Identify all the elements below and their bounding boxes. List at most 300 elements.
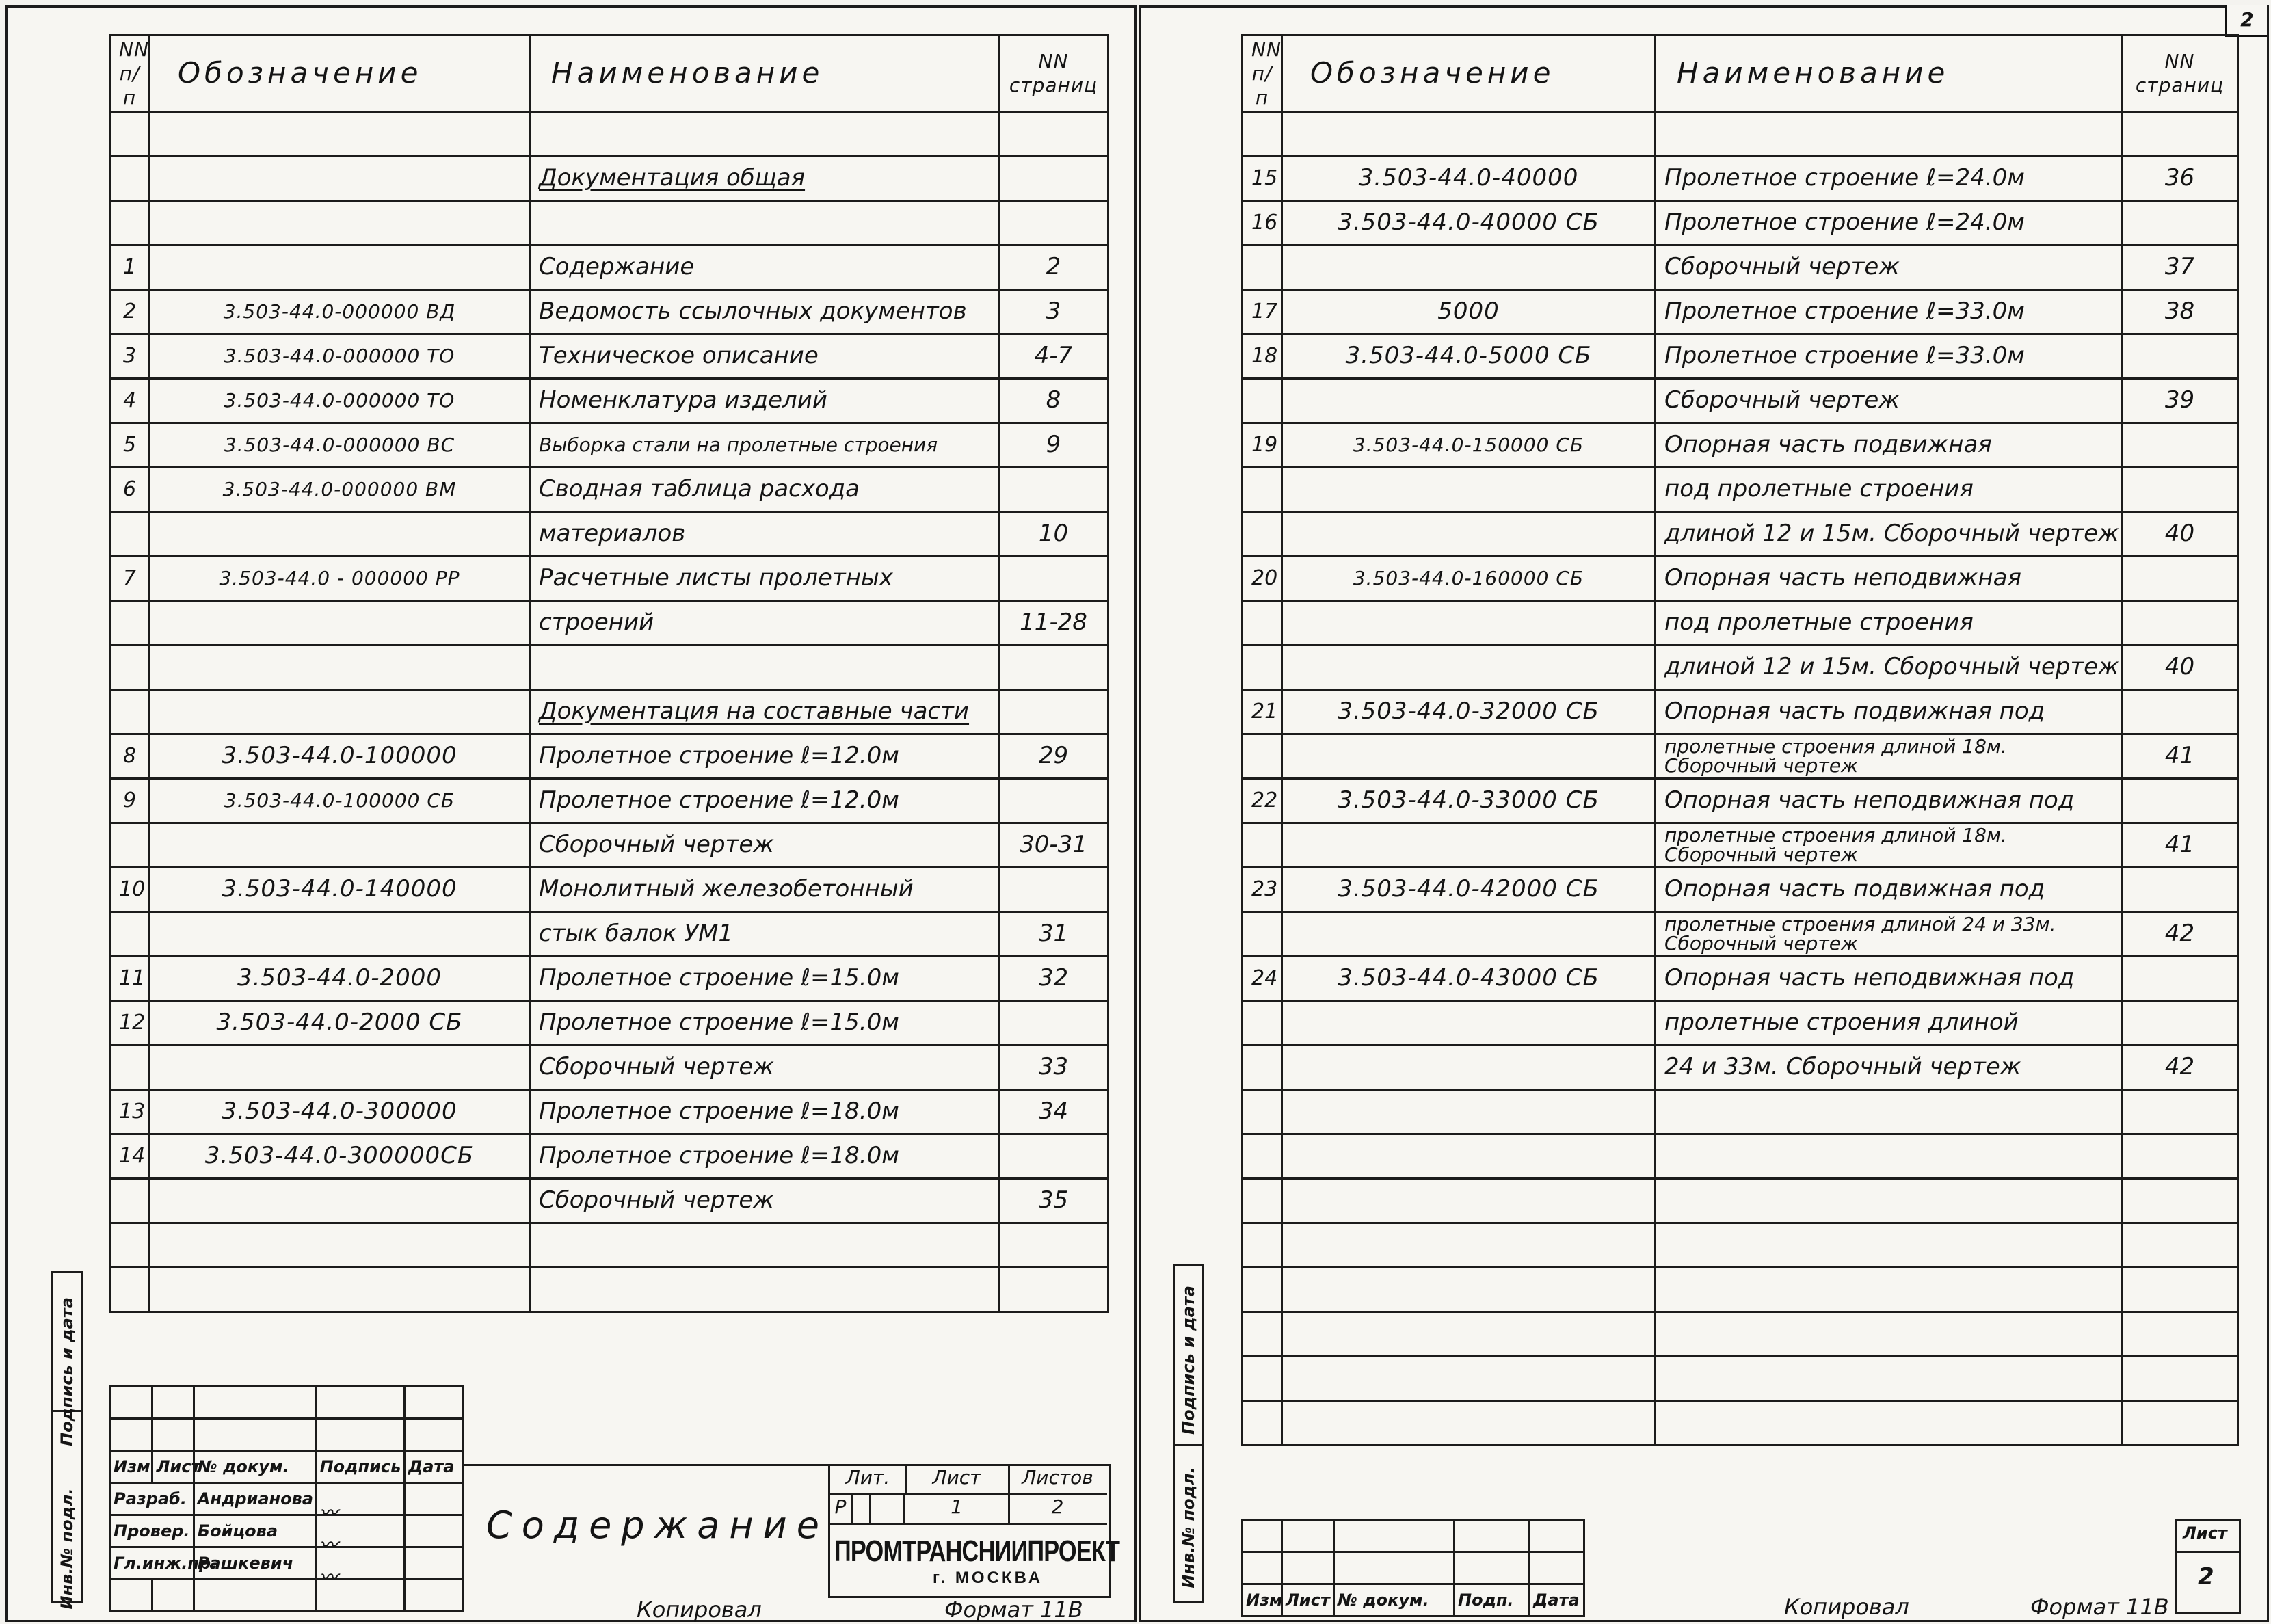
row-designation xyxy=(1282,1134,1656,1179)
row-name: Номенклатура изделий xyxy=(530,379,999,423)
row-pages: 31 xyxy=(999,912,1108,957)
contents-table-right xyxy=(1241,34,2239,1446)
tb-person: Рашкевич xyxy=(194,1547,316,1580)
row-pages xyxy=(2122,779,2238,823)
row-pages: 39 xyxy=(2122,379,2238,423)
tb-role: Гл.инж.пр. xyxy=(110,1547,194,1580)
row-pages xyxy=(2122,1179,2238,1223)
sheet-left xyxy=(5,5,1137,1622)
row-number xyxy=(110,823,150,868)
row-designation xyxy=(1282,1179,1656,1223)
table-row xyxy=(110,1223,1108,1268)
row-number xyxy=(110,1223,150,1268)
stamp-box xyxy=(828,1464,1120,1598)
row-pages xyxy=(999,201,1108,245)
row-designation xyxy=(1282,734,1656,779)
row-designation xyxy=(150,201,530,245)
row-number xyxy=(110,1046,150,1090)
table-row xyxy=(1243,512,2238,557)
row-pages xyxy=(999,779,1108,823)
table-row xyxy=(1243,201,2238,245)
table-row xyxy=(1243,468,2238,512)
row-number: 12 xyxy=(110,1001,150,1046)
row-designation xyxy=(150,1223,530,1268)
title-block-signatures xyxy=(109,1385,464,1612)
table-row xyxy=(1243,1401,2238,1446)
row-name: Пролетное строение ℓ=15.0м xyxy=(530,957,999,1001)
row-name: Опорная часть подвижная под xyxy=(1656,868,2122,912)
row-number xyxy=(110,690,150,734)
row-number xyxy=(1243,468,1282,512)
row-designation xyxy=(1282,1401,1656,1446)
row-number xyxy=(1243,1090,1282,1134)
row-name: пролетные строения длиной xyxy=(1656,1001,2122,1046)
row-designation: 3.503-44.0-2000 xyxy=(150,957,530,1001)
row-designation xyxy=(1282,645,1656,690)
table-row xyxy=(110,157,1108,201)
table-row xyxy=(1243,823,2238,868)
row-name: Документация на составные части xyxy=(530,690,999,734)
row-number xyxy=(1243,1312,1282,1357)
stamp-lit-label: Лит. xyxy=(830,1466,907,1495)
table-body-left xyxy=(110,112,1108,1312)
row-number: 14 xyxy=(110,1134,150,1179)
row-designation: 3.503-44.0-100000 xyxy=(150,734,530,779)
header-designation: Обозначение xyxy=(150,35,530,112)
row-number xyxy=(110,912,150,957)
row-pages xyxy=(2122,423,2238,468)
row-number: 20 xyxy=(1243,557,1282,601)
row-number xyxy=(1243,1001,1282,1046)
table-row xyxy=(1243,423,2238,468)
row-name xyxy=(530,201,999,245)
header-num: NN п/п xyxy=(1243,35,1282,112)
row-designation xyxy=(1282,112,1656,157)
organization-name: ПРОМТРАНСНИИПРОЕКТ xyxy=(834,1534,1120,1568)
tb-person: Андрианова xyxy=(194,1483,316,1515)
signature-mark: 〰 xyxy=(319,1535,338,1556)
table-row xyxy=(1243,1268,2238,1312)
title-block-header-row xyxy=(1243,1584,1584,1616)
row-name: Опорная часть подвижная под xyxy=(1656,690,2122,734)
table-row xyxy=(110,868,1108,912)
row-name xyxy=(530,1223,999,1268)
row-designation: 3.503-44.0-300000 xyxy=(150,1090,530,1134)
row-number xyxy=(1243,379,1282,423)
row-pages xyxy=(999,868,1108,912)
table-row xyxy=(110,557,1108,601)
row-pages: 42 xyxy=(2122,912,2238,957)
tb-role: Разраб. xyxy=(110,1483,194,1515)
row-name: Пролетное строение ℓ=24.0м xyxy=(1656,157,2122,201)
row-designation: 3.503-44.0-000000 ТО xyxy=(150,334,530,379)
row-pages xyxy=(2122,334,2238,379)
row-pages xyxy=(999,557,1108,601)
row-pages xyxy=(999,112,1108,157)
row-number: 21 xyxy=(1243,690,1282,734)
title-block-right xyxy=(1241,1519,1585,1617)
row-designation: 3.503-44.0-33000 СБ xyxy=(1282,779,1656,823)
row-name: пролетные строения длиной 18м. Сборочный чертеж xyxy=(1656,734,2122,779)
table-row xyxy=(1243,690,2238,734)
row-pages: 8 xyxy=(999,379,1108,423)
header-num: NN п/п xyxy=(110,35,150,112)
tb-sign: Подпись xyxy=(316,1451,404,1483)
row-name: Опорная часть неподвижная xyxy=(1656,557,2122,601)
row-designation xyxy=(1282,601,1656,645)
table-row xyxy=(110,734,1108,779)
row-designation: 3.503-44.0-43000 СБ xyxy=(1282,957,1656,1001)
row-name xyxy=(530,1268,999,1312)
table-row xyxy=(1243,1090,2238,1134)
row-designation xyxy=(150,112,530,157)
table-row xyxy=(1243,1179,2238,1223)
row-designation xyxy=(150,1046,530,1090)
header-designation: Обозначение xyxy=(1282,35,1656,112)
row-designation: 3.503-44.0-000000 ВС xyxy=(150,423,530,468)
row-pages xyxy=(2122,1001,2238,1046)
row-designation xyxy=(1282,512,1656,557)
row-designation: 3.503-44.0-150000 СБ xyxy=(1282,423,1656,468)
sheet-label: Лист xyxy=(2183,1523,2227,1543)
header-name: Наименование xyxy=(530,35,999,112)
side-strip-right xyxy=(1173,1264,1204,1603)
header-pages: NN страниц xyxy=(999,35,1108,112)
row-name xyxy=(1656,1134,2122,1179)
row-number: 17 xyxy=(1243,290,1282,334)
document-title: Содержание xyxy=(486,1504,829,1547)
table-row xyxy=(1243,868,2238,912)
row-pages: 40 xyxy=(2122,512,2238,557)
row-designation xyxy=(1282,379,1656,423)
row-pages: 42 xyxy=(2122,1046,2238,1090)
row-number xyxy=(1243,1268,1282,1312)
row-number: 1 xyxy=(110,245,150,290)
row-number: 11 xyxy=(110,957,150,1001)
row-pages: 10 xyxy=(999,512,1108,557)
row-pages xyxy=(2122,690,2238,734)
row-pages: 30-31 xyxy=(999,823,1108,868)
tb-list: Лист xyxy=(152,1451,194,1483)
row-designation xyxy=(150,512,530,557)
table-row xyxy=(110,423,1108,468)
table-row xyxy=(1243,379,2238,423)
row-designation xyxy=(1282,1268,1656,1312)
table-row xyxy=(1243,779,2238,823)
row-pages xyxy=(2122,557,2238,601)
row-pages: 4-7 xyxy=(999,334,1108,379)
table-row xyxy=(110,601,1108,645)
row-number xyxy=(1243,512,1282,557)
row-designation xyxy=(1282,1090,1656,1134)
row-number: 3 xyxy=(110,334,150,379)
table-row xyxy=(110,334,1108,379)
row-name: под пролетные строения xyxy=(1656,601,2122,645)
row-designation: 3.503-44.0-000000 ВД xyxy=(150,290,530,334)
row-designation xyxy=(150,1179,530,1223)
table-body-right xyxy=(1243,112,2238,1446)
row-name: Опорная часть неподвижная под xyxy=(1656,957,2122,1001)
row-pages: 36 xyxy=(2122,157,2238,201)
row-pages: 34 xyxy=(999,1090,1108,1134)
row-number xyxy=(1243,245,1282,290)
row-pages xyxy=(2122,1134,2238,1179)
row-pages: 33 xyxy=(999,1046,1108,1090)
row-name: Техническое описание xyxy=(530,334,999,379)
table-row xyxy=(1243,912,2238,957)
row-designation: 3.503-44.0-42000 СБ xyxy=(1282,868,1656,912)
row-pages xyxy=(999,468,1108,512)
row-name: Сборочный чертеж xyxy=(530,1179,999,1223)
table-row xyxy=(1243,957,2238,1001)
table-row xyxy=(1243,557,2238,601)
row-number xyxy=(1243,912,1282,957)
table-row xyxy=(110,468,1108,512)
header-name: Наименование xyxy=(1656,35,2122,112)
row-name xyxy=(1656,1090,2122,1134)
row-pages: 35 xyxy=(999,1179,1108,1223)
row-number: 24 xyxy=(1243,957,1282,1001)
row-designation xyxy=(1282,912,1656,957)
row-pages xyxy=(999,1134,1108,1179)
table-row xyxy=(110,1268,1108,1312)
tb-doc: № докум. xyxy=(1334,1584,1455,1616)
row-name: Ведомость ссылочных документов xyxy=(530,290,999,334)
row-designation: 3.503-44.0-000000 ВМ xyxy=(150,468,530,512)
row-pages xyxy=(2122,1357,2238,1401)
row-number: 6 xyxy=(110,468,150,512)
stamp-lit-value: Р xyxy=(830,1495,853,1525)
row-number xyxy=(1243,1046,1282,1090)
row-number: 23 xyxy=(1243,868,1282,912)
row-name: материалов xyxy=(530,512,999,557)
row-name: Опорная часть подвижная xyxy=(1656,423,2122,468)
row-designation xyxy=(150,645,530,690)
stamp-sheets-label: Листов xyxy=(1008,1466,1107,1495)
table-row xyxy=(110,1001,1108,1046)
row-designation xyxy=(150,823,530,868)
table-header xyxy=(1243,35,2238,112)
row-pages xyxy=(999,1223,1108,1268)
row-pages xyxy=(999,157,1108,201)
row-designation xyxy=(1282,1312,1656,1357)
row-name: Монолитный железобетонный xyxy=(530,868,999,912)
row-designation xyxy=(1282,245,1656,290)
table-header xyxy=(110,35,1108,112)
tb-doc: № докум. xyxy=(194,1451,316,1483)
row-number: 10 xyxy=(110,868,150,912)
signature-mark: 〰 xyxy=(319,1567,338,1588)
side-inv-label: Инв.№ подл. xyxy=(57,1488,77,1610)
row-number xyxy=(1243,1134,1282,1179)
tb-izm: Изм xyxy=(110,1451,152,1483)
row-number xyxy=(1243,1357,1282,1401)
row-designation xyxy=(1282,1223,1656,1268)
row-name: Выборка стали на пролетные строения xyxy=(530,423,999,468)
table-row xyxy=(1243,245,2238,290)
row-pages: 37 xyxy=(2122,245,2238,290)
row-designation: 3.503-44.0-5000 СБ xyxy=(1282,334,1656,379)
row-number: 13 xyxy=(110,1090,150,1134)
table-row xyxy=(1243,1046,2238,1090)
row-number xyxy=(1243,1223,1282,1268)
row-pages xyxy=(2122,112,2238,157)
tb-date: Дата xyxy=(404,1451,463,1483)
row-designation: 3.503-44.0-300000СБ xyxy=(150,1134,530,1179)
row-pages: 3 xyxy=(999,290,1108,334)
table-row xyxy=(110,1090,1108,1134)
row-name: пролетные строения длиной 18м. Сборочный чертеж xyxy=(1656,823,2122,868)
row-name: 24 и 33м. Сборочный чертеж xyxy=(1656,1046,2122,1090)
sheet-number-box xyxy=(2175,1519,2241,1614)
row-pages xyxy=(2122,468,2238,512)
stamp-sheets-value: 2 xyxy=(1008,1495,1107,1525)
tb-row-chief xyxy=(110,1547,464,1580)
table-row xyxy=(110,512,1108,557)
row-designation xyxy=(1282,1046,1656,1090)
side-inv-label: Инв.№ подл. xyxy=(1179,1467,1198,1588)
row-name xyxy=(1656,112,2122,157)
row-name: Содержание xyxy=(530,245,999,290)
table-row xyxy=(1243,734,2238,779)
row-number xyxy=(1243,645,1282,690)
row-number: 8 xyxy=(110,734,150,779)
stamp-sheet-value: 1 xyxy=(905,1495,1010,1525)
row-number xyxy=(110,1179,150,1223)
row-pages: 29 xyxy=(999,734,1108,779)
row-name: стык балок УМ1 xyxy=(530,912,999,957)
format-label: Формат 11В xyxy=(2030,1594,2169,1620)
row-designation: 3.503-44.0-40000 СБ xyxy=(1282,201,1656,245)
row-pages xyxy=(2122,1268,2238,1312)
row-designation xyxy=(150,1268,530,1312)
table-row xyxy=(1243,1001,2238,1046)
row-pages xyxy=(2122,201,2238,245)
row-designation xyxy=(1282,468,1656,512)
row-designation xyxy=(1282,823,1656,868)
copied-by-label: Копировал xyxy=(1784,1594,1909,1620)
table-row xyxy=(1243,112,2238,157)
row-number: 22 xyxy=(1243,779,1282,823)
table-row xyxy=(110,379,1108,423)
row-pages xyxy=(999,645,1108,690)
table-row xyxy=(110,1134,1108,1179)
row-name xyxy=(1656,1179,2122,1223)
tb-sign: Подп. xyxy=(1455,1584,1530,1616)
row-name: Пролетное строение ℓ=12.0м xyxy=(530,734,999,779)
row-number xyxy=(1243,823,1282,868)
row-number xyxy=(110,601,150,645)
table-row xyxy=(110,823,1108,868)
table-row xyxy=(110,245,1108,290)
table-row xyxy=(1243,601,2238,645)
row-name: Пролетное строение ℓ=18.0м xyxy=(530,1134,999,1179)
stamp-sheet-label: Лист xyxy=(905,1466,1010,1495)
title-block-header-row xyxy=(110,1451,464,1483)
table-row xyxy=(110,779,1108,823)
side-strip-left xyxy=(51,1271,83,1610)
row-name: Опорная часть неподвижная под xyxy=(1656,779,2122,823)
row-name xyxy=(1656,1357,2122,1401)
row-number: 19 xyxy=(1243,423,1282,468)
row-number: 18 xyxy=(1243,334,1282,379)
row-name: длиной 12 и 15м. Сборочный чертеж xyxy=(1656,645,2122,690)
table-row xyxy=(1243,1312,2238,1357)
row-name: Документация общая xyxy=(530,157,999,201)
organization-city: г. МОСКВА xyxy=(933,1569,1044,1587)
row-number xyxy=(1243,734,1282,779)
row-pages: 11-28 xyxy=(999,601,1108,645)
row-designation xyxy=(1282,1001,1656,1046)
tb-row-checker xyxy=(110,1515,464,1547)
corner-page-number: 2 xyxy=(2225,5,2267,37)
format-label: Формат 11В xyxy=(944,1597,1083,1623)
row-number xyxy=(1243,1401,1282,1446)
tb-person: Бойцова xyxy=(194,1515,316,1547)
row-pages xyxy=(2122,1401,2238,1446)
row-name xyxy=(530,112,999,157)
row-pages: 41 xyxy=(2122,734,2238,779)
row-pages xyxy=(2122,601,2238,645)
tb-role: Провер. xyxy=(110,1515,194,1547)
tb-row-developer xyxy=(110,1483,464,1515)
table-row xyxy=(110,690,1108,734)
row-number xyxy=(110,1268,150,1312)
row-name xyxy=(1656,1401,2122,1446)
sheet-right xyxy=(1139,5,2269,1622)
row-designation: 3.503-44.0-000000 ТО xyxy=(150,379,530,423)
row-pages: 41 xyxy=(2122,823,2238,868)
row-number: 2 xyxy=(110,290,150,334)
table-row xyxy=(110,957,1108,1001)
row-number: 4 xyxy=(110,379,150,423)
tb-izm: Изм xyxy=(1243,1584,1282,1616)
row-name: Пролетное строение ℓ=33.0м xyxy=(1656,334,2122,379)
row-number: 15 xyxy=(1243,157,1282,201)
table-row xyxy=(1243,1357,2238,1401)
tb-date: Дата xyxy=(1530,1584,1584,1616)
row-designation: 3.503-44.0-160000 СБ xyxy=(1282,557,1656,601)
row-name: Пролетное строение ℓ=33.0м xyxy=(1656,290,2122,334)
row-pages xyxy=(999,690,1108,734)
row-pages: 9 xyxy=(999,423,1108,468)
table-row xyxy=(1243,290,2238,334)
row-number xyxy=(1243,601,1282,645)
row-number: 5 xyxy=(110,423,150,468)
row-pages xyxy=(2122,957,2238,1001)
row-number xyxy=(1243,1179,1282,1223)
row-designation: 3.503-44.0-32000 СБ xyxy=(1282,690,1656,734)
row-name: Пролетное строение ℓ=12.0м xyxy=(530,779,999,823)
table-row xyxy=(110,912,1108,957)
table-row xyxy=(1243,157,2238,201)
header-pages: NN страниц xyxy=(2122,35,2238,112)
row-designation: 3.503-44.0 - 000000 РР xyxy=(150,557,530,601)
row-name: Сводная таблица расхода xyxy=(530,468,999,512)
table-row xyxy=(110,112,1108,157)
row-name: Сборочный чертеж xyxy=(530,1046,999,1090)
row-designation: 3.503-44.0-40000 xyxy=(1282,157,1656,201)
row-number xyxy=(1243,112,1282,157)
row-designation xyxy=(150,601,530,645)
row-name: Пролетное строение ℓ=24.0м xyxy=(1656,201,2122,245)
row-designation: 3.503-44.0-100000 СБ xyxy=(150,779,530,823)
side-sign-date-label: Подпись и дата xyxy=(57,1297,77,1446)
table-row xyxy=(1243,1134,2238,1179)
row-designation: 3.503-44.0-140000 xyxy=(150,868,530,912)
row-number: 9 xyxy=(110,779,150,823)
row-pages xyxy=(999,1001,1108,1046)
